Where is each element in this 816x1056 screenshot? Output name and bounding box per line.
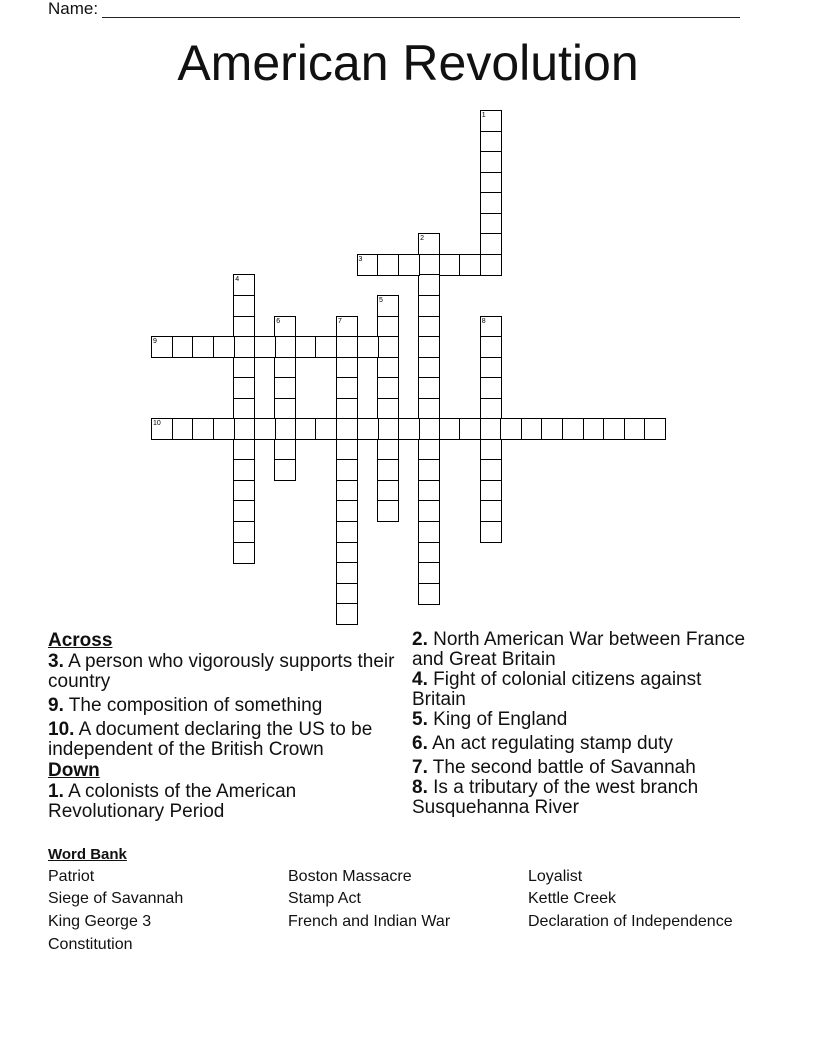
- crossword-cell[interactable]: [336, 480, 358, 502]
- crossword-cell[interactable]: [274, 336, 296, 358]
- crossword-cell[interactable]: [377, 439, 399, 461]
- crossword-cell[interactable]: [377, 398, 399, 420]
- crossword-cell[interactable]: [336, 562, 358, 584]
- clue-down-4: 4. Fight of colonial citizens against Britain: [412, 669, 702, 710]
- crossword-cell[interactable]: [172, 336, 194, 358]
- clue-number: 5: [379, 296, 383, 304]
- word-bank-item: Declaration of Independence: [528, 913, 733, 930]
- crossword-cell[interactable]: [480, 254, 502, 276]
- crossword-cell[interactable]: [315, 336, 337, 358]
- word-bank-item: Constitution: [48, 936, 133, 953]
- crossword-cell[interactable]: [336, 439, 358, 461]
- crossword-cell[interactable]: [172, 418, 194, 440]
- crossword-cell[interactable]: [500, 418, 522, 440]
- word-bank-item: Boston Massacre: [288, 868, 412, 885]
- crossword-cell[interactable]: [418, 542, 440, 564]
- crossword-cell[interactable]: [480, 480, 502, 502]
- crossword-cell[interactable]: [480, 459, 502, 481]
- crossword-cell[interactable]: [274, 398, 296, 420]
- crossword-cell[interactable]: [233, 295, 255, 317]
- crossword-cell[interactable]: [480, 233, 502, 255]
- clue-number: 8: [481, 317, 486, 325]
- crossword-cell[interactable]: [418, 295, 440, 317]
- clue-across-9: 9. The composition of something: [48, 695, 323, 716]
- clue-number: 10: [153, 420, 161, 428]
- word-bank-item: King George 3: [48, 913, 152, 930]
- crossword-cell[interactable]: [562, 418, 584, 440]
- crossword-cell[interactable]: [418, 274, 440, 296]
- crossword-cell[interactable]: [274, 316, 296, 338]
- crossword-cell[interactable]: [521, 418, 543, 440]
- crossword-cell[interactable]: [151, 336, 173, 358]
- crossword-cell[interactable]: [357, 418, 379, 440]
- word-bank-title: Word Bank: [48, 846, 127, 863]
- crossword-cell[interactable]: [295, 418, 317, 440]
- crossword-cell[interactable]: [254, 418, 276, 440]
- clue-number: 9: [153, 338, 157, 346]
- crossword-cell[interactable]: [336, 377, 358, 399]
- clue-down-6: 6. An act regulating stamp duty: [412, 733, 673, 754]
- crossword-cell[interactable]: [480, 192, 502, 214]
- crossword-cell[interactable]: [192, 418, 214, 440]
- crossword-cell[interactable]: [418, 357, 440, 379]
- crossword-cell[interactable]: [233, 521, 255, 543]
- down-heading: Down: [48, 760, 100, 781]
- crossword-cell[interactable]: [480, 110, 502, 132]
- crossword-cell[interactable]: [274, 357, 296, 379]
- crossword-cell[interactable]: [233, 480, 255, 502]
- crossword-cell[interactable]: [480, 418, 502, 440]
- crossword-cell[interactable]: [233, 357, 255, 379]
- crossword-cell[interactable]: [377, 336, 399, 358]
- crossword-cell[interactable]: [480, 398, 502, 420]
- crossword-cell[interactable]: [233, 542, 255, 564]
- name-label: Name:: [48, 0, 99, 18]
- clue-number: 1: [481, 112, 486, 119]
- crossword-cell[interactable]: [336, 357, 358, 379]
- crossword-cell[interactable]: [624, 418, 646, 440]
- crossword-cell[interactable]: [274, 418, 296, 440]
- crossword-cell[interactable]: [583, 418, 605, 440]
- word-bank-item: Stamp Act: [288, 890, 361, 907]
- clue-down-2: 2. North American War between France and Great Britain: [412, 629, 746, 670]
- crossword-cell[interactable]: [233, 439, 255, 461]
- crossword-cell[interactable]: [418, 500, 440, 522]
- clue-number: 6: [276, 317, 281, 325]
- crossword-cell[interactable]: [192, 336, 214, 358]
- crossword-cell[interactable]: [233, 459, 255, 481]
- crossword-cell[interactable]: [336, 398, 358, 420]
- crossword-cell[interactable]: [480, 316, 502, 338]
- crossword-cell[interactable]: [295, 336, 317, 358]
- crossword-cell[interactable]: [439, 254, 461, 276]
- clue-down-8: 8. Is a tributary of the west branch Susquehanna River: [412, 777, 699, 818]
- clue-down-5: 5. King of England: [412, 709, 568, 730]
- crossword-cell[interactable]: [398, 418, 420, 440]
- crossword-cell[interactable]: [377, 254, 399, 276]
- crossword-cell[interactable]: [377, 357, 399, 379]
- crossword-cell[interactable]: [213, 418, 235, 440]
- word-bank-item: French and Indian War: [288, 913, 451, 930]
- crossword-cell[interactable]: [480, 213, 502, 235]
- crossword-cell[interactable]: [233, 500, 255, 522]
- crossword-cell[interactable]: [439, 418, 461, 440]
- word-bank-item: Siege of Savannah: [48, 890, 184, 907]
- crossword-cell[interactable]: [336, 459, 358, 481]
- crossword-cell[interactable]: [233, 316, 255, 338]
- clue-down-1: 1. A colonists of the American Revolutionary Period: [48, 781, 297, 822]
- crossword-cell[interactable]: [336, 418, 358, 440]
- crossword-cell[interactable]: [336, 316, 358, 338]
- crossword-cell[interactable]: [336, 521, 358, 543]
- crossword-cell[interactable]: [336, 336, 358, 358]
- clue-number: 4: [235, 276, 240, 284]
- clue-number: 3: [358, 255, 363, 263]
- crossword-cell[interactable]: [541, 418, 563, 440]
- crossword-cell[interactable]: [377, 377, 399, 399]
- crossword-cell[interactable]: [480, 377, 502, 399]
- crossword-cell[interactable]: [233, 336, 255, 358]
- crossword-cell[interactable]: [233, 398, 255, 420]
- crossword-cell[interactable]: [644, 418, 666, 440]
- crossword-cell[interactable]: [233, 377, 255, 399]
- crossword-cell[interactable]: [336, 542, 358, 564]
- crossword-cell[interactable]: [418, 439, 440, 461]
- crossword-cell[interactable]: [480, 336, 502, 358]
- clue-across-3: 3. A person who vigorously supports their country: [48, 651, 395, 692]
- crossword-cell[interactable]: [480, 172, 502, 194]
- crossword-cell[interactable]: [274, 377, 296, 399]
- clues-left-column: [48, 630, 400, 826]
- clue-down-7: 7. The second battle of Savannah: [412, 757, 696, 778]
- crossword-cell[interactable]: [418, 562, 440, 584]
- word-bank-item: Kettle Creek: [528, 890, 617, 907]
- crossword-cell[interactable]: [315, 418, 337, 440]
- crossword-cell[interactable]: [398, 254, 420, 276]
- crossword-cell[interactable]: [336, 603, 358, 625]
- crossword-cell[interactable]: [233, 274, 255, 296]
- page-title: American Revolution: [177, 35, 639, 91]
- word-bank-item: Loyalist: [528, 868, 583, 885]
- crossword-cell[interactable]: [274, 439, 296, 461]
- crossword-cell[interactable]: [418, 480, 440, 502]
- crossword-cell[interactable]: [480, 131, 502, 153]
- crossword-cell[interactable]: [480, 151, 502, 173]
- crossword-cell[interactable]: [213, 336, 235, 358]
- crossword-cell[interactable]: [459, 254, 481, 276]
- crossword-cell[interactable]: [151, 418, 173, 440]
- crossword-cell[interactable]: [377, 480, 399, 502]
- crossword-cell[interactable]: [377, 295, 399, 317]
- crossword-cell[interactable]: [377, 316, 399, 338]
- crossword-cell[interactable]: [459, 418, 481, 440]
- clue-number: 7: [337, 317, 342, 325]
- crossword-cell[interactable]: [418, 254, 440, 276]
- crossword-cell[interactable]: [418, 583, 440, 605]
- clues-right-column: [412, 630, 752, 822]
- crossword-cell[interactable]: [377, 418, 399, 440]
- crossword-cell[interactable]: [603, 418, 625, 440]
- crossword-cell[interactable]: [336, 583, 358, 605]
- crossword-cell[interactable]: [418, 521, 440, 543]
- crossword-cell[interactable]: [233, 418, 255, 440]
- crossword-cell[interactable]: [418, 233, 440, 255]
- crossword-cell[interactable]: [357, 336, 379, 358]
- clue-across-10: 10. A document declaring the US to be independent of the British Crown: [48, 719, 373, 760]
- across-heading: Across: [48, 630, 113, 651]
- crossword-cell[interactable]: [418, 418, 440, 440]
- crossword-cell[interactable]: [377, 500, 399, 522]
- crossword-cell[interactable]: [418, 377, 440, 399]
- crossword-cell[interactable]: [480, 500, 502, 522]
- crossword-cell[interactable]: [377, 459, 399, 481]
- crossword-cell[interactable]: [480, 521, 502, 543]
- crossword-cell[interactable]: [357, 254, 379, 276]
- crossword-cell[interactable]: [418, 336, 440, 358]
- crossword-cell[interactable]: [480, 357, 502, 379]
- crossword-cell[interactable]: [418, 316, 440, 338]
- clue-number: 2: [420, 235, 425, 243]
- crossword-cell[interactable]: [480, 439, 502, 461]
- crossword-cell[interactable]: [418, 398, 440, 420]
- crossword-cell[interactable]: [274, 459, 296, 481]
- word-bank-item: Patriot: [48, 868, 95, 885]
- crossword-cell[interactable]: [254, 336, 276, 358]
- crossword-cell[interactable]: [336, 500, 358, 522]
- crossword-cell[interactable]: [418, 459, 440, 481]
